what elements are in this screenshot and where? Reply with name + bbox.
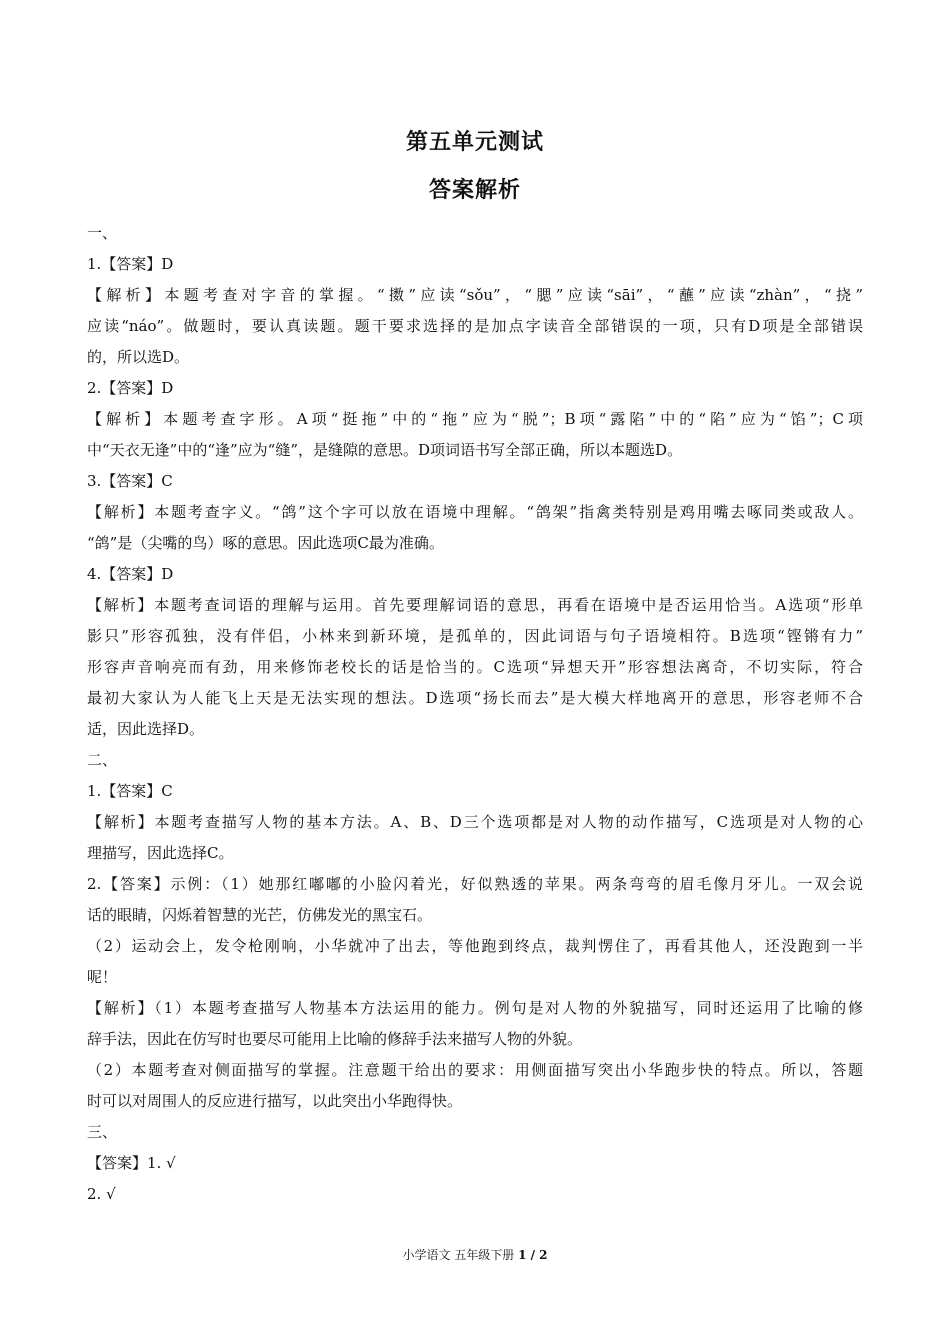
text-line: 【答案】1. √ — [87, 1154, 176, 1172]
text-line: 时可以对周围人的反应进行描写，以此突出小华跑得快。 — [87, 1092, 463, 1110]
text-line: “鸽”是（尖嘴的鸟）啄的意思。因此选项C最为准确。 — [87, 534, 444, 552]
answer-content — [87, 218, 863, 1210]
text-line: 【解析】本题考查描写人物的基本方法。A、B、D三个选项都是对人物的动作描写，C选项是对人物的心 — [87, 813, 863, 831]
text-line: 【解析】（1）本题考查描写人物基本方法运用的能力。例句是对人物的外貌描写，同时还运用了比喻的修 — [87, 999, 863, 1017]
text-line: 辞手法，因此在仿写时也要尽可能用上比喻的修辞手法来描写人物的外貌。 — [87, 1030, 583, 1048]
text-line: 【解析】本题考查对字音的掌握。“擞”应读“sǒu”，“腮”应读“sāi”，“蘸”应读“zhàn”，“挠” — [87, 286, 863, 304]
text-line: 1.【答案】D — [87, 255, 174, 273]
text-line: 呢！ — [87, 968, 118, 986]
text-line: 2.【答案】示例：（1）她那红嘟嘟的小脸闪着光，好似熟透的苹果。两条弯弯的眉毛像月牙儿。一双会说 — [87, 875, 863, 893]
page-title: 第五单元测试 — [405, 130, 544, 155]
page-number: 1 / 2 — [518, 1248, 548, 1262]
page-footer — [0, 1246, 950, 1263]
text-line: （2）本题考查对侧面描写的掌握。注意题干给出的要求：用侧面描写突出小华跑步快的特点。所以，答题 — [87, 1061, 863, 1079]
text-line: 影只”形容孤独，没有伴侣，小林来到新环境，是孤单的，因此词语与句子语境相符。B选项“铿锵有力” — [87, 627, 863, 645]
text-line: 1.【答案】C — [87, 782, 173, 800]
text-line: 二、 — [87, 751, 118, 769]
text-line: 适，因此选择D。 — [87, 720, 205, 738]
text-line: （2）运动会上，发令枪刚响，小华就冲了出去，等他跑到终点，裁判愣住了，再看其他人，还没跑到一半 — [87, 937, 863, 955]
text-line: 一、 — [87, 224, 118, 242]
text-line: 应读“náo”。做题时，要认真读题。题干要求选择的是加点字读音全部错误的一项，只有D项是全部错误 — [87, 317, 863, 335]
text-line: 3.【答案】C — [87, 472, 173, 490]
text-line: 话的眼睛，闪烁着智慧的光芒，仿佛发光的黑宝石。 — [87, 906, 433, 924]
page-subtitle: 答案解析 — [428, 178, 521, 203]
text-line: 的，所以选D。 — [87, 348, 190, 366]
text-line: 【解析】本题考查字义。“鸽”这个字可以放在语境中理解。“鸽架”指禽类特别是鸡用嘴去啄同类或敌人。 — [87, 503, 863, 521]
text-line: 理描写，因此选择C。 — [87, 844, 234, 862]
text-line: 【解析】本题考查字形。A项“挺拖”中的“拖”应为“脱”；B项“露陷”中的“陷”应为“馅”；C项 — [87, 410, 863, 428]
text-line: 三、 — [87, 1123, 118, 1141]
text-line: 2.【答案】D — [87, 379, 174, 397]
text-line: 2. √ — [87, 1185, 116, 1203]
text-line: 4.【答案】D — [87, 565, 174, 583]
text-line: 最初大家认为人能飞上天是无法实现的想法。D选项“扬长而去”是大模大样地离开的意思，形容老师不合 — [87, 689, 863, 707]
text-line: 【解析】本题考查词语的理解与运用。首先要理解词语的意思，再看在语境中是否运用恰当。A选项“形单 — [87, 596, 863, 614]
text-line: 形容声音响亮而有劲，用来修饰老校长的话是恰当的。C选项“异想天开”形容想法离奇，不切实际，符合 — [87, 658, 863, 676]
text-line: 中“天衣无逢”中的“逢”应为“缝”，是缝隙的意思。D项词语书写全部正确，所以本题选D。 — [87, 441, 683, 459]
footer-course: 小学语文 五年级下册 — [402, 1248, 519, 1262]
